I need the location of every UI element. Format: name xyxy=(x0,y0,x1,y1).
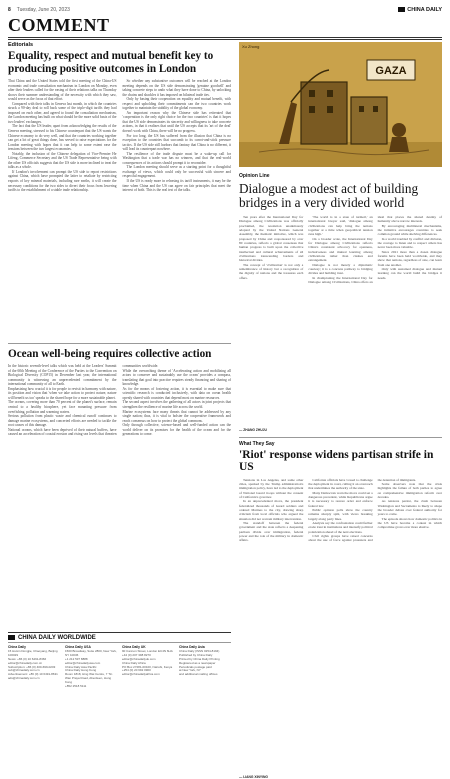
cartoon-sign-text: GAZA xyxy=(375,65,407,77)
office-line: at New York, NY xyxy=(179,668,201,673)
paragraph: The episode shows how domestic politics in the US have become a contest in which compromise grows ever more elusive. xyxy=(377,516,442,530)
paragraph: In a world troubled by conflict and division, the courage to listen and to respect others has never been more valuable. xyxy=(377,236,442,250)
paragraph: In championing the International Day for Dialogue among Civilizations, China offers an ideal that places the shared destiny of humanity above narrow interests. xyxy=(308,215,442,285)
worldwide-office xyxy=(122,646,174,689)
office-line: 90 Cannon Street, London EC4N 6HA xyxy=(122,648,173,653)
paragraph: In the historic seventh-level talks which was held at the Leaders' Summit of the 60th Meeting of the Conference of the Parties to the Convention on Biological Diversity (COP15) in December last year, the international community is witnessing an unprecedented commitment by the international community of all to Earth. xyxy=(8,364,117,387)
paragraph: As for the means of fostering action, it is essential to make sure that scientific research is conducted inclusively, with data on ocean health openly shared with countries that depend most on marine resources. xyxy=(122,386,231,400)
section-masthead: COMMENT xyxy=(8,15,110,35)
paragraph: Dialogue is not merely a diplomatic courtesy; it is a concrete pathway to bridging divides and building trust. xyxy=(308,262,373,276)
paragraph: The standoff between the federal government and the state reflects a deepening partisan divide over immigration, federal power and the role of the military in domestic affairs. xyxy=(239,521,304,543)
editorial-divider xyxy=(8,343,231,344)
paragraph: 'The world is in a state of turmoil,' an international lawyer said, 'dialogue among civilizations can help bring the nations together at a time when geopolitical tension runs high.' xyxy=(308,215,373,237)
office-line: Printed by China Daily Printing xyxy=(179,656,220,661)
office-line: Subscription: +86 (0) 400-699-0203 xyxy=(8,664,56,669)
world-author: — LIANG XINYING xyxy=(239,774,268,779)
worldwide-title-text: CHINA DAILY WORLDWIDE xyxy=(18,634,96,641)
office-line: editor@chinadailyusa.com xyxy=(65,660,101,665)
office-heading: China Daily xyxy=(8,645,26,649)
paragraph: While the overarching theme of 'Accelerating action and mobilizing all actors to conserve and sustainably use the ocean' provides a compass, translating that goal into practice requires steady financing and sharing of knowledge. xyxy=(122,368,231,387)
office-line: China Daily (ISSN 0254-8194) xyxy=(179,648,220,653)
lead-editorial-body xyxy=(8,79,231,339)
paragraph: As tensions persist, the clash between Washington and Sacramento is likely to shape the broader debate over federal authority for years to come. xyxy=(377,499,442,517)
office-line: +254 (0) 20 692 0900 xyxy=(122,668,151,673)
paragraph: Compared with their talks in Geneva last month, in which the countries struck a 90-day deal to roll back some of the triple-digit tariffs they had imposed on each other, and agreed to found the consultation mechanism, the London meeting has built on what should be the more solid basis of the two leaders' exchanges. xyxy=(8,101,117,124)
paragraph: The oceans, covering more than 70 percent of the planet's surface, remain central to a healthy biosphere, yet face mounting pressure from overfishing, pollution and warming waters. xyxy=(8,400,117,414)
paragraph: Ten years after the International Day for Dialogue among Civilizations was officially proclaimed, the resolution unanimously adopted by the United Nations General Assembly, the thematic initiative, which was proposed by China and cosponsored by over 80 countries, reflects a global consensus that human progress is built upon the collective intellectual and cultural achievements of all civilizations transcending borders and historical divides. xyxy=(239,215,304,263)
office-line: sub@chinadaily.com.cn xyxy=(8,668,40,673)
worldwide-office xyxy=(179,646,231,689)
paragraph: Many Democrats warn the move could set a dangerous precedent, while Republicans argue it is necessary to restore order and enforce federal law. xyxy=(308,490,373,508)
paragraph: The resilience of the trade dispute must be a wake-up call for Washington that a trade war has no winners, and that the real-world consequences of its actions should prompt it to reconsider. xyxy=(122,151,231,165)
paragraph: Tensions in Los Angeles, and some other cities, sparked by the Trump administration's immigration policy, have led to the deployment of National Guard troops without the consent of California's governor. xyxy=(239,477,304,499)
office-line: +44 (0) 207 398 8270 xyxy=(122,652,151,657)
second-editorial-headline: Ocean well-being requires collective action xyxy=(8,347,212,360)
page-topbar xyxy=(8,5,442,14)
opinion-headline: Dialogue a modest act of building bridges in a very divided world xyxy=(239,181,419,210)
brand-mark-icon xyxy=(398,7,405,12)
world-body xyxy=(239,478,442,774)
paragraph: An important reason why the Chinese side has reiterated that 'cooperation is the only right choice for the two countries' is that it hopes that the US side demonstrates its sincerity and willingness to take concrete actions, in that it realizes that until the US accepts that its 'art of the deal' doesn't work with China, there will be no progress. xyxy=(122,110,231,134)
office-line: +852 2518 5111 xyxy=(65,684,87,689)
office-line: Advertisement: +86 (0) 10 6491-8631 xyxy=(8,672,58,677)
office-line: PO Box 27281-00100, Nairobi, Kenya xyxy=(122,664,173,669)
office-line: Room 1818, Hing Wai Centre, 7 Tin Wan Praya Road, Aberdeen, Hong Kong xyxy=(65,672,113,685)
opinion-line-label: Opinion Line xyxy=(239,173,270,179)
office-line: Registered as a newspaper xyxy=(179,660,216,665)
paragraph: Notably, the inclusion of the Chinese delegation of Vice-Premier He Lifeng, Commerce Secretary and the US Trade Representative being with the other US officials suggests that the US side is more inclined to treat the talks as a whole. xyxy=(8,151,117,170)
page-number: 8 xyxy=(8,6,11,13)
worldwide-columns xyxy=(8,646,231,689)
second-editorial-body xyxy=(8,364,231,589)
office-line: and additional mailing offices xyxy=(179,672,218,677)
paragraph: Only with sustained dialogue and mutual learning can the world build the bridges it needs. xyxy=(377,267,442,280)
office-line: China Daily Asia Pacific xyxy=(65,664,97,669)
paragraph: The second aspect involves the gathering of all actors in joint projects that strengthen the resilience of marine life across the world. xyxy=(122,400,231,410)
paragraph: Serious pollution from plastic waste and chemical runoff continues to damage marine ecosystems, and concerted efforts are needed to tackle the root causes of this damage. xyxy=(8,414,117,428)
masthead-rule-thin xyxy=(8,39,442,40)
office-line: editor@chinadailyafrica.com xyxy=(122,672,160,677)
office-line: editor@chinadaily.com.cn xyxy=(8,660,43,665)
cartoon-byline: Xu Zhong xyxy=(242,44,260,49)
editorial-cartoon xyxy=(239,42,442,167)
page-date: Tuesday, June 20, 2023 xyxy=(16,6,70,13)
paragraph: Marine ecosystems face many threats that cannot be addressed by any single nation; thus, it is vital to bolster the cooperative framework and reach consensus on how to protect the global commons. xyxy=(122,409,231,423)
office-heading: China Daily UK xyxy=(122,645,146,649)
paragraph: Analysts say the confrontation could further erode trust in institutions and intensify political polarization ahead of the next elections. xyxy=(308,521,373,534)
paragraph: So whether any substantive outcomes will be reached at the London meeting depends on the US side demonstrating 'genuine goodwill' and taking concrete steps to undo what they have done to China, by unlocking the chains and shackles it has imposed on bilateral trade ties. xyxy=(122,79,231,97)
paragraph: Civil rights groups have raised concerns about the use of force against protesters and the detention of immigrants. xyxy=(308,477,417,543)
office-line: China Daily Hong Kong xyxy=(65,668,97,673)
world-headline: 'Riot' response widens partisan strife in US xyxy=(239,448,434,474)
brand-name: CHINA DAILY xyxy=(407,6,442,13)
office-line: 1500 Broadway, Suite 2800, New York, NY 10036 xyxy=(65,648,117,657)
paragraph: Since 2021 more than a dozen dialogue forums have been held worldwide, and they show that nations, regardless of size, can learn from one another. xyxy=(377,249,442,267)
office-line: ads@chinadaily.com.cn xyxy=(8,676,40,681)
office-line: Periodicals postage paid xyxy=(179,664,212,669)
paragraph: National oceans, which have been deprived of their natural buffers, have caused an acceleration of coastal erosion and rising sea levels that threaten communities worldwide. xyxy=(8,364,159,437)
paragraph: Public opinion polls show the country remains sharply split, with views breaking largely along party lines. xyxy=(308,508,373,521)
office-heading: China Daily Asia xyxy=(179,645,205,649)
china-daily-worldwide xyxy=(8,632,231,689)
paragraph: On a broader scale, the International Day for Dialogue among Civilizations reflects China's consistent advocacy for openness, inclusiveness and mutual learning among civilizations rather than clashes and estrangement. xyxy=(308,236,373,263)
paragraph: For too long, the US has suffered from the illusion that China is no exception to the countries that succumb to its carrot-and-stick pressure tactics. If the US side still harbors that fantasy that China is no different, it will lead its counterpart nowhere. xyxy=(122,133,231,152)
office-line: Published by China Daily xyxy=(179,652,213,657)
paragraph: Emphasizing how crucial it is for people to revisit in harmony with nature, its position and vision that 'when we take action to protect nature, nature will benefit us too' speaks to the shared hope for a more sustainable planet. xyxy=(8,386,117,400)
opinion-author: — ZHANG ZHUJU xyxy=(239,428,267,432)
opinion-body xyxy=(239,215,442,427)
paragraph: If the US is ready more in releasing its tariff instruments, it may be the time when China and the US can agree on fair principles that meet the interest of both. This is the real test of the talks. xyxy=(122,179,231,193)
paragraph: The concept of 'civilization' is not only a remembrance of history but a recognition of the dignity of nations and the treasures each offers. xyxy=(239,262,304,280)
office-heading: China Daily USA xyxy=(65,645,91,649)
office-line: News: +86 (0) 10 6491-8366 xyxy=(8,656,47,661)
paragraph: Only by basing their cooperation on equality and mutual benefit, with respect and upholding their commitments can the two countries work together to maintain the stability of the global economy. xyxy=(122,97,231,111)
office-line: China Daily Africa xyxy=(122,660,146,665)
paragraph: In an unprecedented move, the president federalized thousands of Guard soldiers and ordered Marines to the city, drawing sharp criticism from local officials who argued the situation did not warrant military intervention. xyxy=(239,499,304,521)
worldwide-office xyxy=(8,646,60,689)
world-label: What They Say xyxy=(239,440,275,447)
office-line: +1 212 537 8888 xyxy=(65,656,88,661)
worldwide-title xyxy=(8,632,231,643)
paragraph: By encouraging multilateral mechanisms, the initiative encourages countries to seek common ground while shelving differences. xyxy=(377,223,442,237)
editorials-label: Editorials xyxy=(8,42,34,48)
lead-editorial-headline: Equality, respect and mutual benefit key to producing positive outcomes in London xyxy=(8,50,214,75)
paragraph: The fact that the US leader, apart from acknowledging the results of the Geneva meeting, stressed to his Chinese counterpart that the US wants the Chinese economy to do very well, and that the countries working together can get a lot of great things done, has served to raise expectations for the London meeting with hopes that it can help to some extent ease the tensions between the two largest economies. xyxy=(8,124,117,152)
editorials-column xyxy=(8,42,231,589)
cartoon-illustration xyxy=(239,42,442,167)
paragraph: Thai China and the United States told the first meeting of the China-US economic and trade consultation mechanism in London on Monday, even after their leaders called for the easing of their relations talks on Thursday shows their summer understanding of the necessity with which they saw, would serve as the focus of that effort. xyxy=(8,79,117,102)
worldwide-logo-icon xyxy=(8,635,15,640)
paragraph: California officials have vowed to challenge the deployment in court, calling it an overreach that undermines the authority of the state. xyxy=(308,477,373,491)
right-divider xyxy=(239,437,442,438)
office-line: editor@chinadailyuk.com xyxy=(122,656,156,661)
office-line: 15 Huixin Dongjie, Chaoyang, Beijing 100029 xyxy=(8,648,58,657)
worldwide-office xyxy=(65,646,117,689)
paragraph: If London's involvement can prompt the US side to report restrictions against China, which have prompted the latter to retaliate by restricting exports of key mineral materials, including rare earths, it will create the necessary conditions for the two sides to divert their focus from lowering tariffs to the establishment of a stable trade relationship. xyxy=(8,169,117,193)
paragraph: Some observers note that the crisis highlights the failure of both parties to agree on comprehensive immigration reform over decades. xyxy=(377,481,442,499)
paragraph: The London meeting should serve as a starting point for a thoughtful exchange of views, which could only be successful with sincere and respectful engagement. xyxy=(122,165,231,179)
paragraph: Only through collective, science-based and well-funded action can the world deliver on its promises for the health of the ocean and for the generations to come. xyxy=(122,423,231,437)
brand-logo xyxy=(398,7,442,13)
right-column xyxy=(239,42,442,779)
